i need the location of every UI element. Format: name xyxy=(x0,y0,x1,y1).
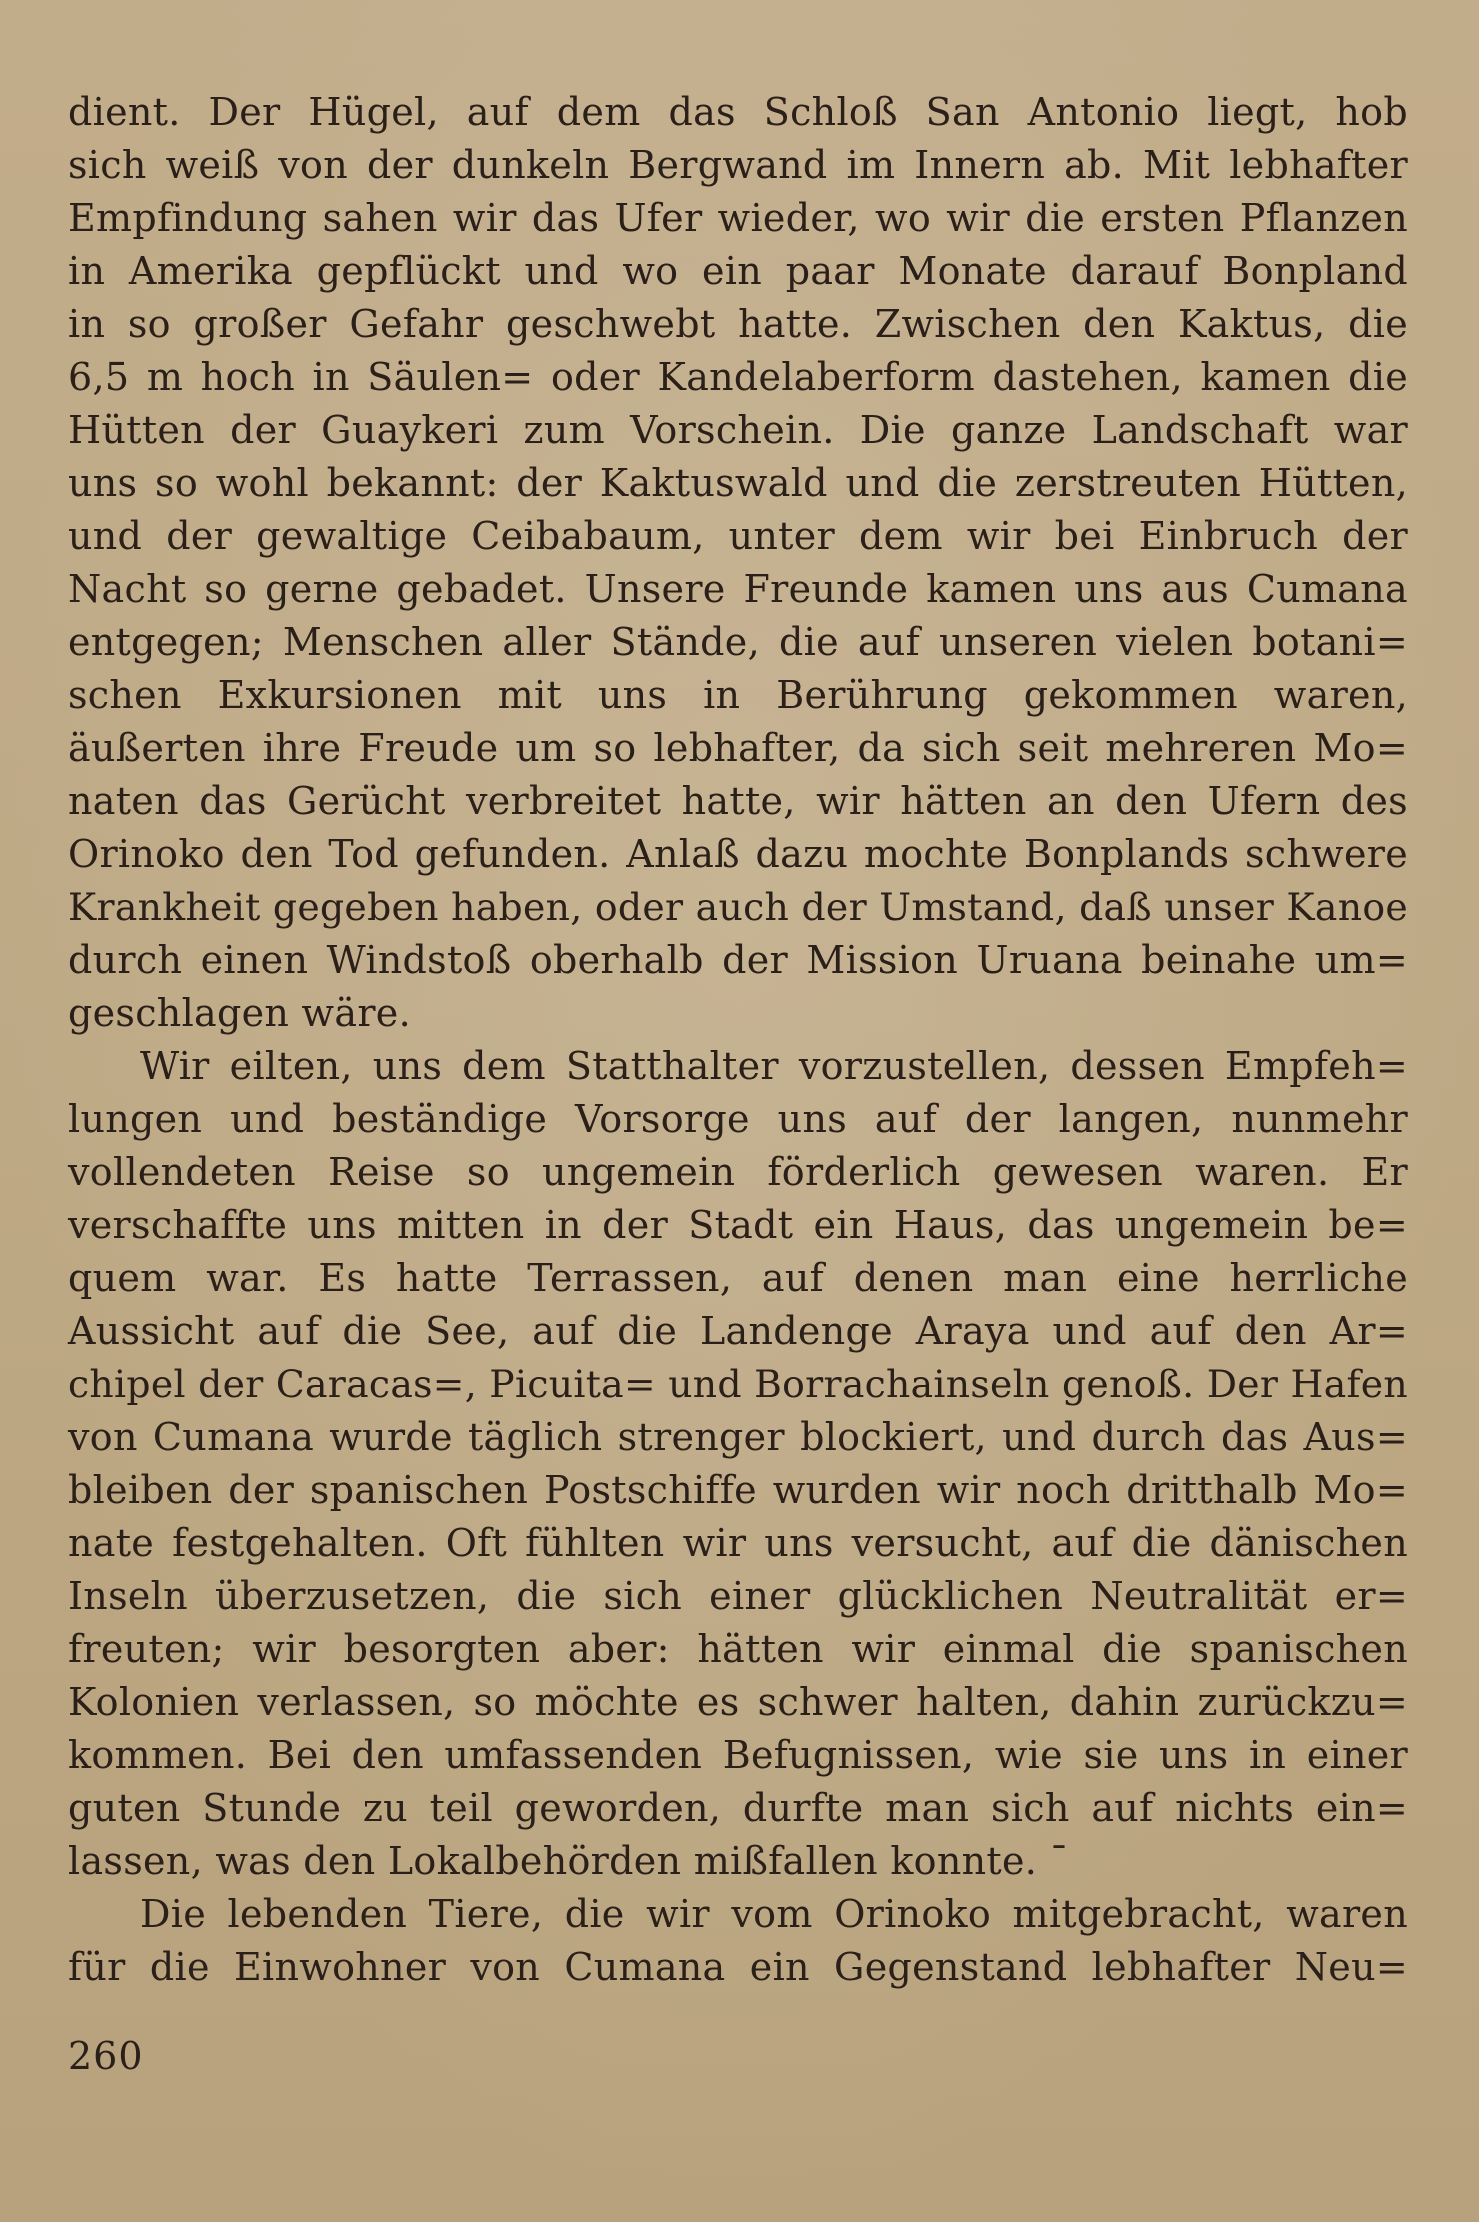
text-line: entgegen; Menschen aller Stände, die auf unseren vielen botani= xyxy=(68,620,1408,664)
text-line: von Cumana wurde täglich strenger blockiert, und durch das Aus= xyxy=(68,1415,1408,1459)
text-line: verschaffte uns mitten in der Stadt ein Haus, das ungemein be= xyxy=(68,1203,1408,1247)
text-line: lassen, was den Lokalbehörden mißfallen konnte. ˉ xyxy=(68,1839,1069,1883)
paragraph xyxy=(68,1888,1408,1994)
text-line: freuten; wir besorgten aber: hätten wir einmal die spanischen xyxy=(68,1627,1408,1671)
text-line: Kolonien verlassen, so möchte es schwer halten, dahin zurückzu= xyxy=(68,1680,1408,1724)
text-line: sich weiß von der dunkeln Bergwand im Innern ab. Mit lebhafter xyxy=(68,143,1408,187)
text-line: Krankheit gegeben haben, oder auch der Umstand, daß unser Kanoe xyxy=(68,885,1408,929)
text-line: Hütten der Guaykeri zum Vorschein. Die ganze Landschaft war xyxy=(68,408,1408,452)
text-line: dient. Der Hügel, auf dem das Schloß San Antonio liegt, hob xyxy=(68,90,1408,134)
body-text xyxy=(68,86,1408,1994)
text-line: naten das Gerücht verbreitet hatte, wir hätten an den Ufern des xyxy=(68,779,1408,823)
paragraph xyxy=(68,86,1408,1040)
text-line: bleiben der spanischen Postschiffe wurden wir noch dritthalb Mo= xyxy=(68,1468,1408,1512)
text-line: Empfindung sahen wir das Ufer wieder, wo wir die ersten Pflanzen xyxy=(68,196,1408,240)
text-line: Nacht so gerne gebadet. Unsere Freunde kamen uns aus Cumana xyxy=(68,567,1408,611)
text-line: Inseln überzusetzen, die sich einer glücklichen Neutralität er= xyxy=(68,1574,1408,1618)
text-line: guten Stunde zu teil geworden, durfte man sich auf nichts ein= xyxy=(68,1786,1408,1830)
text-line: Orinoko den Tod gefunden. Anlaß dazu mochte Bonplands schwere xyxy=(68,832,1408,876)
text-line: in so großer Gefahr geschwebt hatte. Zwischen den Kaktus, die xyxy=(68,302,1408,346)
text-line: geschlagen wäre. xyxy=(68,991,411,1035)
text-line: chipel der Caracas=, Picuita= und Borrachainseln genoß. Der Hafen xyxy=(68,1362,1408,1406)
text-line: lungen und beständige Vorsorge uns auf der langen, nunmehr xyxy=(68,1097,1408,1141)
text-line: schen Exkursionen mit uns in Berührung gekommen waren, xyxy=(68,673,1408,717)
text-line: uns so wohl bekannt: der Kaktuswald und die zerstreuten Hütten, xyxy=(68,461,1408,505)
text-line: durch einen Windstoß oberhalb der Mission Uruana beinahe um= xyxy=(68,938,1408,982)
text-line: Aussicht auf die See, auf die Landenge Araya und auf den Ar= xyxy=(68,1309,1408,1353)
text-line: kommen. Bei den umfassenden Befugnissen, wie sie uns in einer xyxy=(68,1733,1408,1777)
text-line: in Amerika gepflückt und wo ein paar Monate darauf Bonpland xyxy=(68,249,1408,293)
text-line: für die Einwohner von Cumana ein Gegenstand lebhafter Neu= xyxy=(68,1945,1408,1989)
text-line: nate festgehalten. Oft fühlten wir uns versucht, auf die dänischen xyxy=(68,1521,1408,1565)
text-line: Die lebenden Tiere, die wir vom Orinoko mitgebracht, waren xyxy=(140,1892,1408,1936)
text-line: quem war. Es hatte Terrassen, auf denen man eine herrliche xyxy=(68,1256,1408,1300)
text-line: äußerten ihre Freude um so lebhafter, da sich seit mehreren Mo= xyxy=(68,726,1408,770)
text-line: 6,5 m hoch in Säulen= oder Kandelaberform dastehen, kamen die xyxy=(68,355,1408,399)
text-line: vollendeten Reise so ungemein förderlich gewesen waren. Er xyxy=(68,1150,1408,1194)
text-line: und der gewaltige Ceibabaum, unter dem wir bei Einbruch der xyxy=(68,514,1408,558)
text-line: Wir eilten, uns dem Statthalter vorzustellen, dessen Empfeh= xyxy=(140,1044,1408,1088)
paragraph xyxy=(68,1040,1408,1888)
page-number: 260 xyxy=(68,2034,144,2078)
